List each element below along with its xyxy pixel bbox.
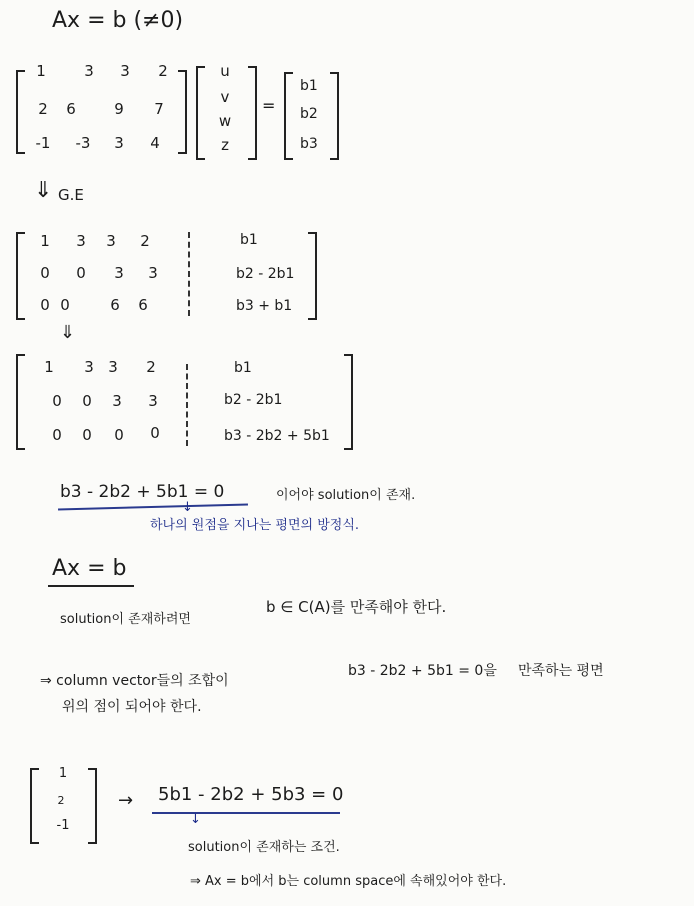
condition-equation: b3 - 2b2 + 5b1 = 0 xyxy=(60,482,225,502)
matrix-cell: 6 xyxy=(110,296,120,314)
matrix-cell: 3 xyxy=(114,264,124,282)
matrix-cell: 6 xyxy=(138,296,148,314)
down-arrow-icon: ⇓ xyxy=(60,322,76,343)
vector-x-entry: z xyxy=(221,136,229,154)
matrix-cell: 0 xyxy=(82,392,92,410)
vector-b-entry: b2 xyxy=(300,106,318,122)
rhs-entry: b2 - 2b1 xyxy=(236,266,295,282)
rhs-entry: b1 xyxy=(234,360,252,376)
matrix-cell: 3 xyxy=(112,392,122,410)
matrix-cell: 0 xyxy=(52,426,62,444)
matrix-A-cell: 1 xyxy=(36,62,46,80)
matrix-A-cell: 2 xyxy=(38,100,48,118)
matrix-A-cell: -1 xyxy=(35,134,51,152)
heading-underline xyxy=(48,585,134,587)
matrix-cell: 0 xyxy=(40,296,50,314)
matrix-A-cell: 3 xyxy=(84,62,94,80)
membership-condition: b ∈ C(A)를 만족해야 한다. xyxy=(266,598,447,616)
plane-text: 만족하는 평면 xyxy=(518,663,604,679)
plane-equation: b3 - 2b2 + 5b1 = 0을 xyxy=(348,663,497,679)
matrix-cell: 3 xyxy=(106,232,116,250)
example-note: solution이 존재하는 조건. xyxy=(188,840,340,855)
combination-line: ⇒ column vector들의 조합이 xyxy=(40,673,229,689)
matrix-cell: 3 xyxy=(108,358,118,376)
matrix-cell: 0 xyxy=(76,264,86,282)
matrix-A-cell: 4 xyxy=(150,134,160,152)
vector-x-entry: u xyxy=(220,62,230,80)
arrow-down-icon: ↓ xyxy=(182,500,193,515)
matrix-A-cell: 9 xyxy=(114,100,124,118)
page-title: Ax = b (≠0) xyxy=(52,8,184,33)
rhs-entry: b3 + b1 xyxy=(236,298,293,314)
down-arrow-icon: ⇓ xyxy=(34,178,53,203)
condition-underline xyxy=(58,504,248,511)
rhs-entry: b2 - 2b1 xyxy=(224,392,283,408)
matrix-A-cell: 6 xyxy=(66,100,76,118)
solution-line: solution이 존재하려면 xyxy=(60,612,191,627)
matrix-cell: 0 xyxy=(60,296,70,314)
final-statement: ⇒ Ax = b에서 b는 column space에 속해있어야 한다. xyxy=(190,874,507,889)
example-vector-entry: -1 xyxy=(56,818,70,833)
example-vector-entry: 1 xyxy=(58,766,68,781)
right-arrow-icon: → xyxy=(118,790,134,811)
matrix-cell: 0 xyxy=(52,392,62,410)
matrix-cell: 3 xyxy=(84,358,94,376)
matrix-cell: 3 xyxy=(76,232,86,250)
arrow-down-icon: ↓ xyxy=(190,812,201,827)
rhs-entry: b3 - 2b2 + 5b1 xyxy=(224,428,330,444)
example-equation: 5b1 - 2b2 + 5b3 = 0 xyxy=(158,784,344,805)
equals-sign: = xyxy=(262,96,276,115)
matrix-cell: 2 xyxy=(140,232,150,250)
matrix-cell: 3 xyxy=(148,392,158,410)
ge-label: G.E xyxy=(58,186,84,204)
example-underline xyxy=(152,812,340,814)
vector-b-entry: b3 xyxy=(300,136,318,152)
matrix-cell: 2 xyxy=(146,358,156,376)
vector-x-entry: v xyxy=(220,88,230,106)
condition-text: 이어야 solution이 존재. xyxy=(276,488,416,503)
matrix-cell: 1 xyxy=(40,232,50,250)
matrix-cell: 0 xyxy=(114,426,124,444)
matrix-cell: 0 xyxy=(82,426,92,444)
matrix-A-cell: 7 xyxy=(154,100,164,118)
matrix-cell: 0 xyxy=(150,424,160,442)
vector-x-entry: w xyxy=(218,112,232,130)
matrix-A-cell: 2 xyxy=(158,62,168,80)
vector-b-entry: b1 xyxy=(300,78,318,94)
matrix-A-cell: -3 xyxy=(75,134,91,152)
matrix-cell: 3 xyxy=(148,264,158,282)
condition-note: 하나의 원점을 지나는 평면의 방정식. xyxy=(150,518,360,533)
matrix-cell: 1 xyxy=(44,358,54,376)
matrix-cell: 0 xyxy=(40,264,50,282)
point-on-plane-line: 위의 점이 되어야 한다. xyxy=(62,699,202,715)
rhs-entry: b1 xyxy=(240,232,258,248)
matrix-A-cell: 3 xyxy=(114,134,124,152)
example-vector-entry: 2 xyxy=(57,794,65,807)
matrix-A-cell: 3 xyxy=(120,62,130,80)
section-heading: Ax = b xyxy=(52,556,127,581)
